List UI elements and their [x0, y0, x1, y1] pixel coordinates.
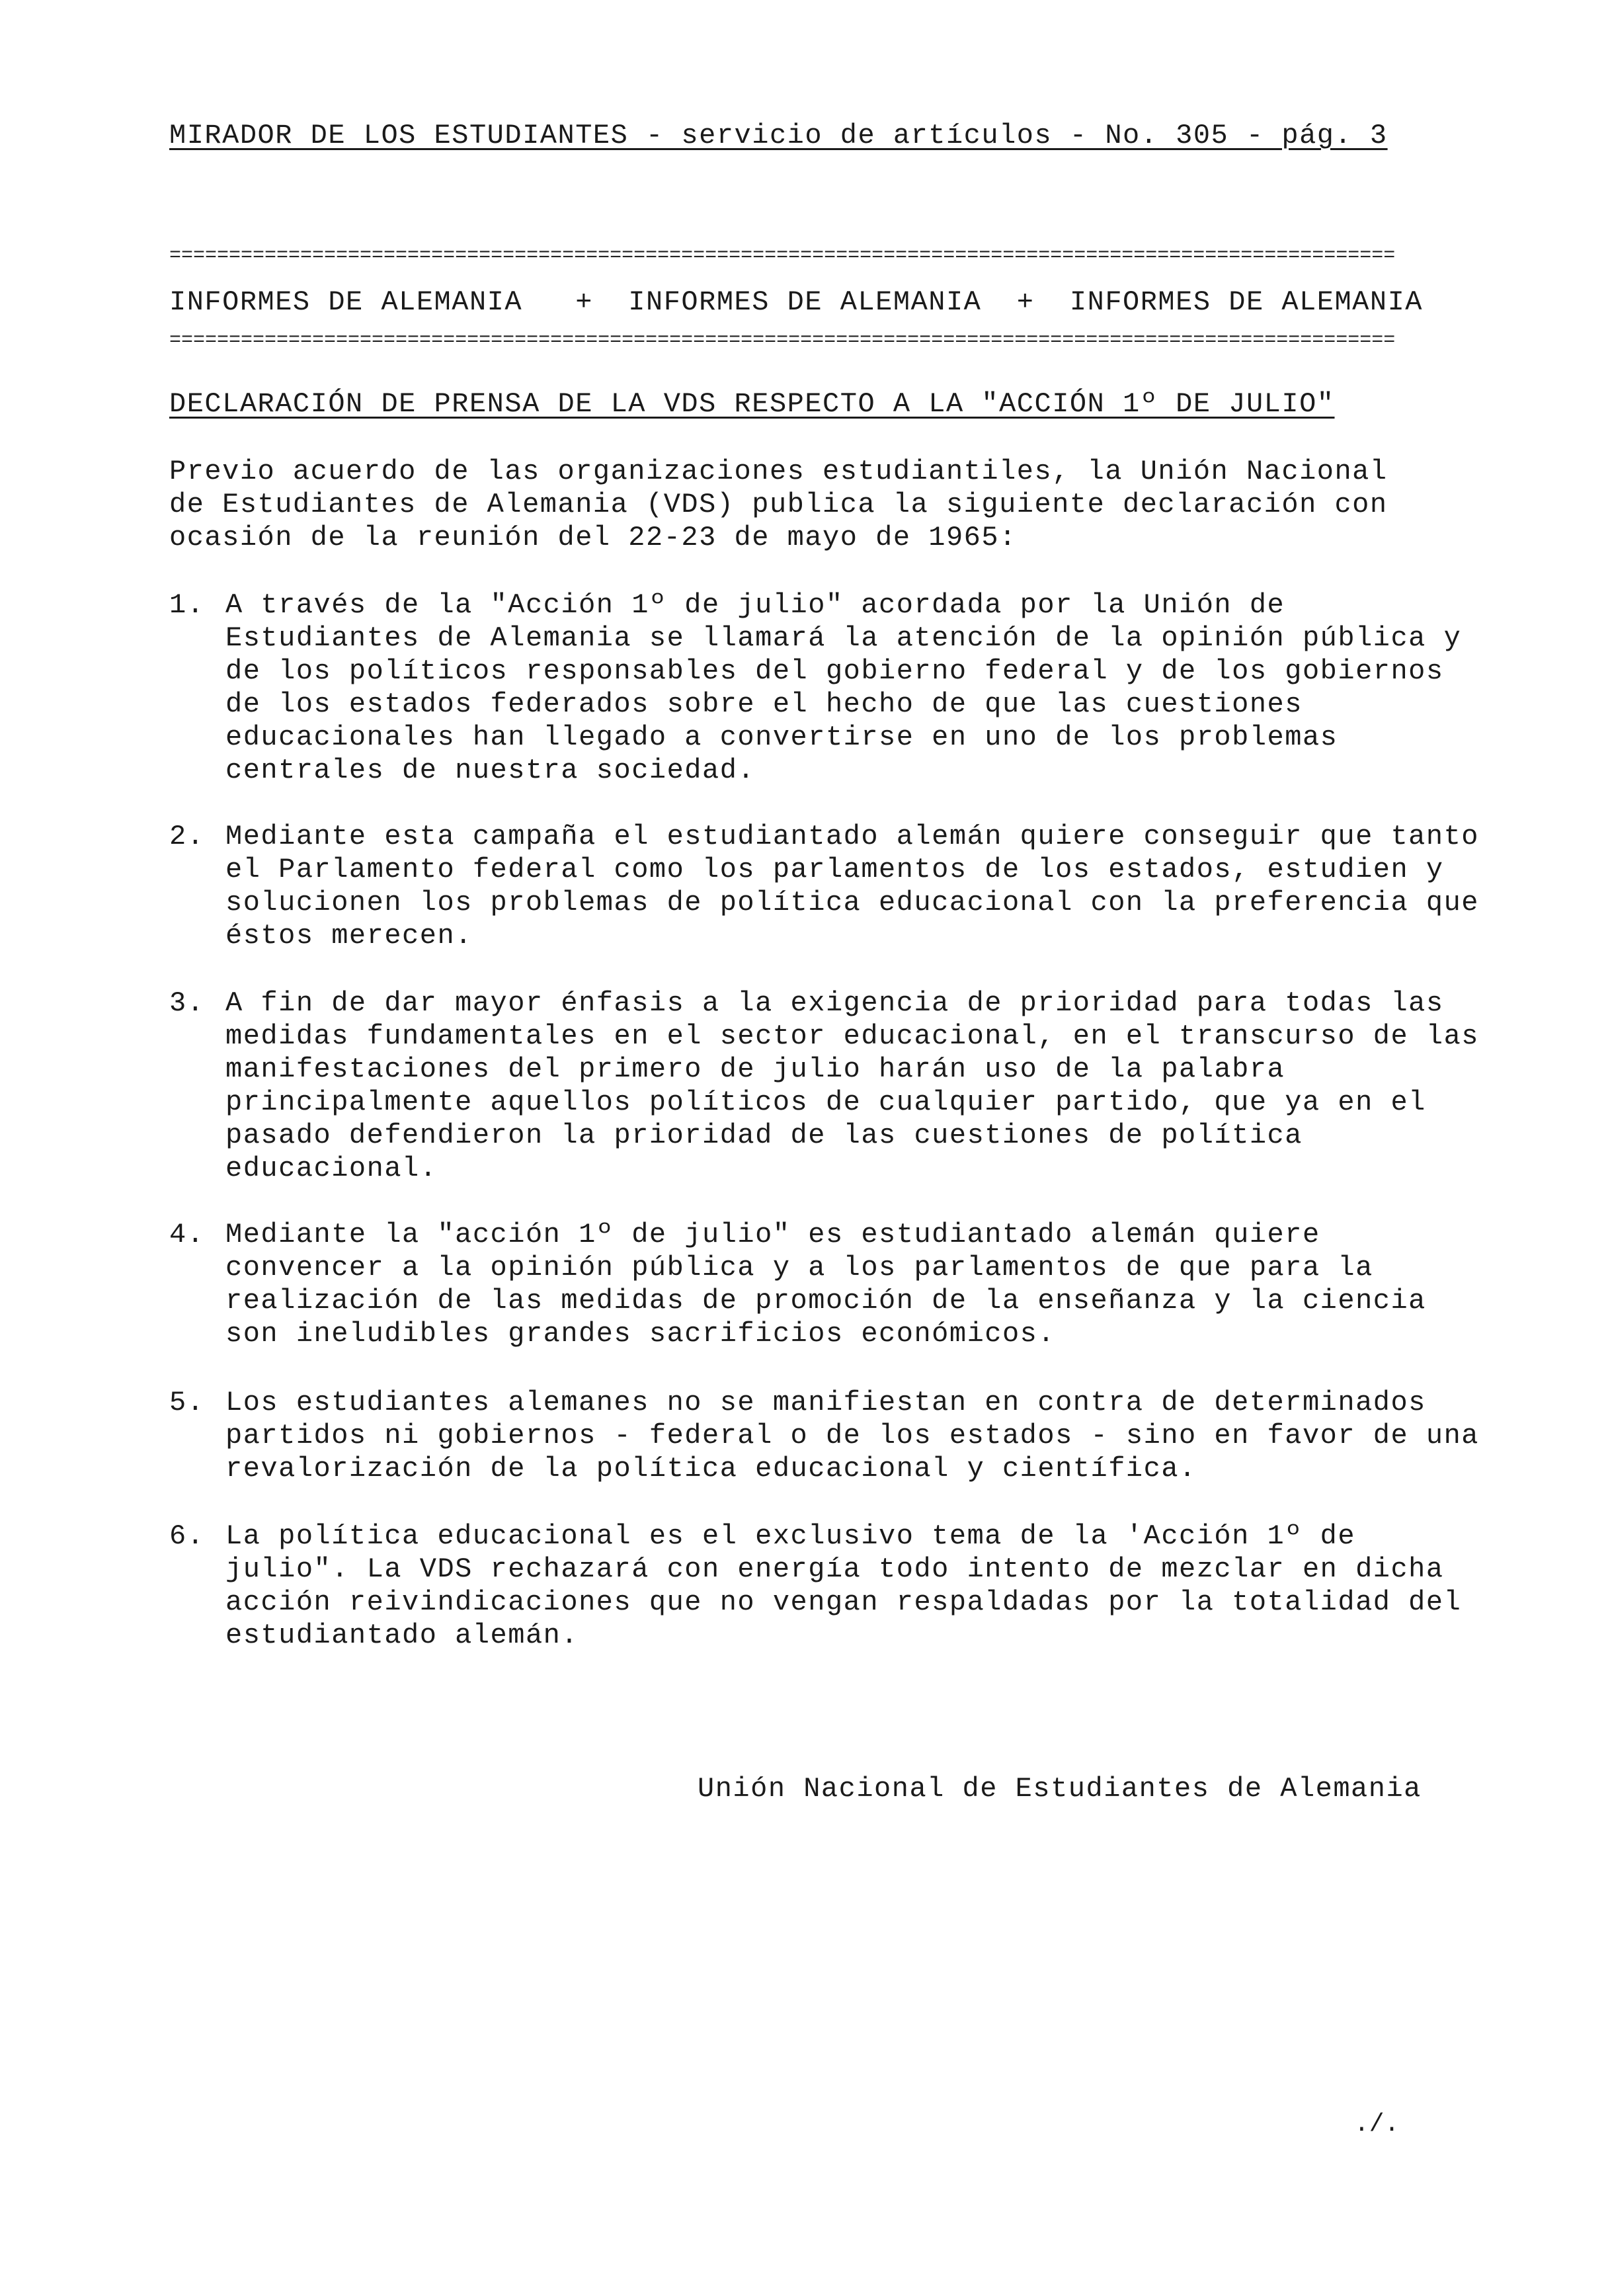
list-item-text: Mediante la "acción 1º de julio" es estudiantado alemán quiere convencer a la opinión pública y a los parlamentos de que para la realización de las medidas de promoción de la enseñanza y la ciencia son ineludibles grandes sacrificios económicos. [225, 1219, 1426, 1350]
list-item-number: 2. [169, 821, 205, 852]
intro-paragraph: Previo acuerdo de las organizaciones estudiantiles, la Unión Nacional de Estudiantes de Alemania (VDS) publica la siguiente declaración con ocasión de la reunión del 22-23 de mayo de 1965: [169, 456, 1388, 554]
list-item-text: Mediante esta campaña el estudiantado alemán quiere conseguir que tanto el Parlamento federal como los parlamentos de los estados, estudien y solucionen los problemas de política educacional con la preferencia que éstos merecen. [225, 821, 1479, 952]
banner-rule-bottom: ======================================================================================================= [169, 331, 1396, 350]
article-title: DECLARACIÓN DE PRENSA DE LA VDS RESPECTO A LA "ACCIÓN 1º DE JULIO" [169, 388, 1335, 420]
list-item-number: 6. [169, 1520, 205, 1552]
list-item-number: 3. [169, 987, 205, 1019]
list-item-text: A fin de dar mayor énfasis a la exigencia de prioridad para todas las medidas fundamentales en el sector educacional, en el transcurso de las manifestaciones del primero de julio harán uso de la palabra principalmente aquellos políticos de cualquier partido, que ya en el pasado defendieron la prioridad de las cuestiones de política educacional. [225, 987, 1479, 1184]
list-item-number: 4. [169, 1219, 205, 1250]
signature: Unión Nacional de Estudiantes de Alemania [698, 1773, 1422, 1805]
list-item-text: A través de la "Acción 1º de julio" acordada por la Unión de Estudiantes de Alemania se llamará la atención de la opinión pública y de los políticos responsables del gobierno federal y de los gobiernos de los estados federados sobre el hecho de que las cuestiones educacionales han llegado a convertirse en uno de los problemas centrales de nuestra sociedad. [225, 589, 1462, 786]
banner-rule-top: ======================================================================================================= [169, 246, 1396, 266]
list-item-text: Los estudiantes alemanes no se manifiestan en contra de determinados partidos ni gobiernos - federal o de los estados - sino en favor de una revalorización de la política educacional y científica. [225, 1387, 1479, 1485]
list-item-number: 5. [169, 1387, 205, 1418]
list-item-text: La política educacional es el exclusivo tema de la 'Acción 1º de julio". La VDS rechazará con energía todo intento de mezclar en dicha acción reivindicaciones que no vengan respaldadas por la totalidad del estudiantado alemán. [225, 1520, 1462, 1651]
running-header: MIRADOR DE LOS ESTUDIANTES - servicio de artículos - No. 305 - pág. 3 [169, 120, 1388, 151]
list-item-number: 1. [169, 589, 205, 621]
banner-text: INFORMES DE ALEMANIA + INFORMES DE ALEMANIA + INFORMES DE ALEMANIA [169, 286, 1423, 318]
continuation-mark: ./. [1354, 2110, 1400, 2139]
